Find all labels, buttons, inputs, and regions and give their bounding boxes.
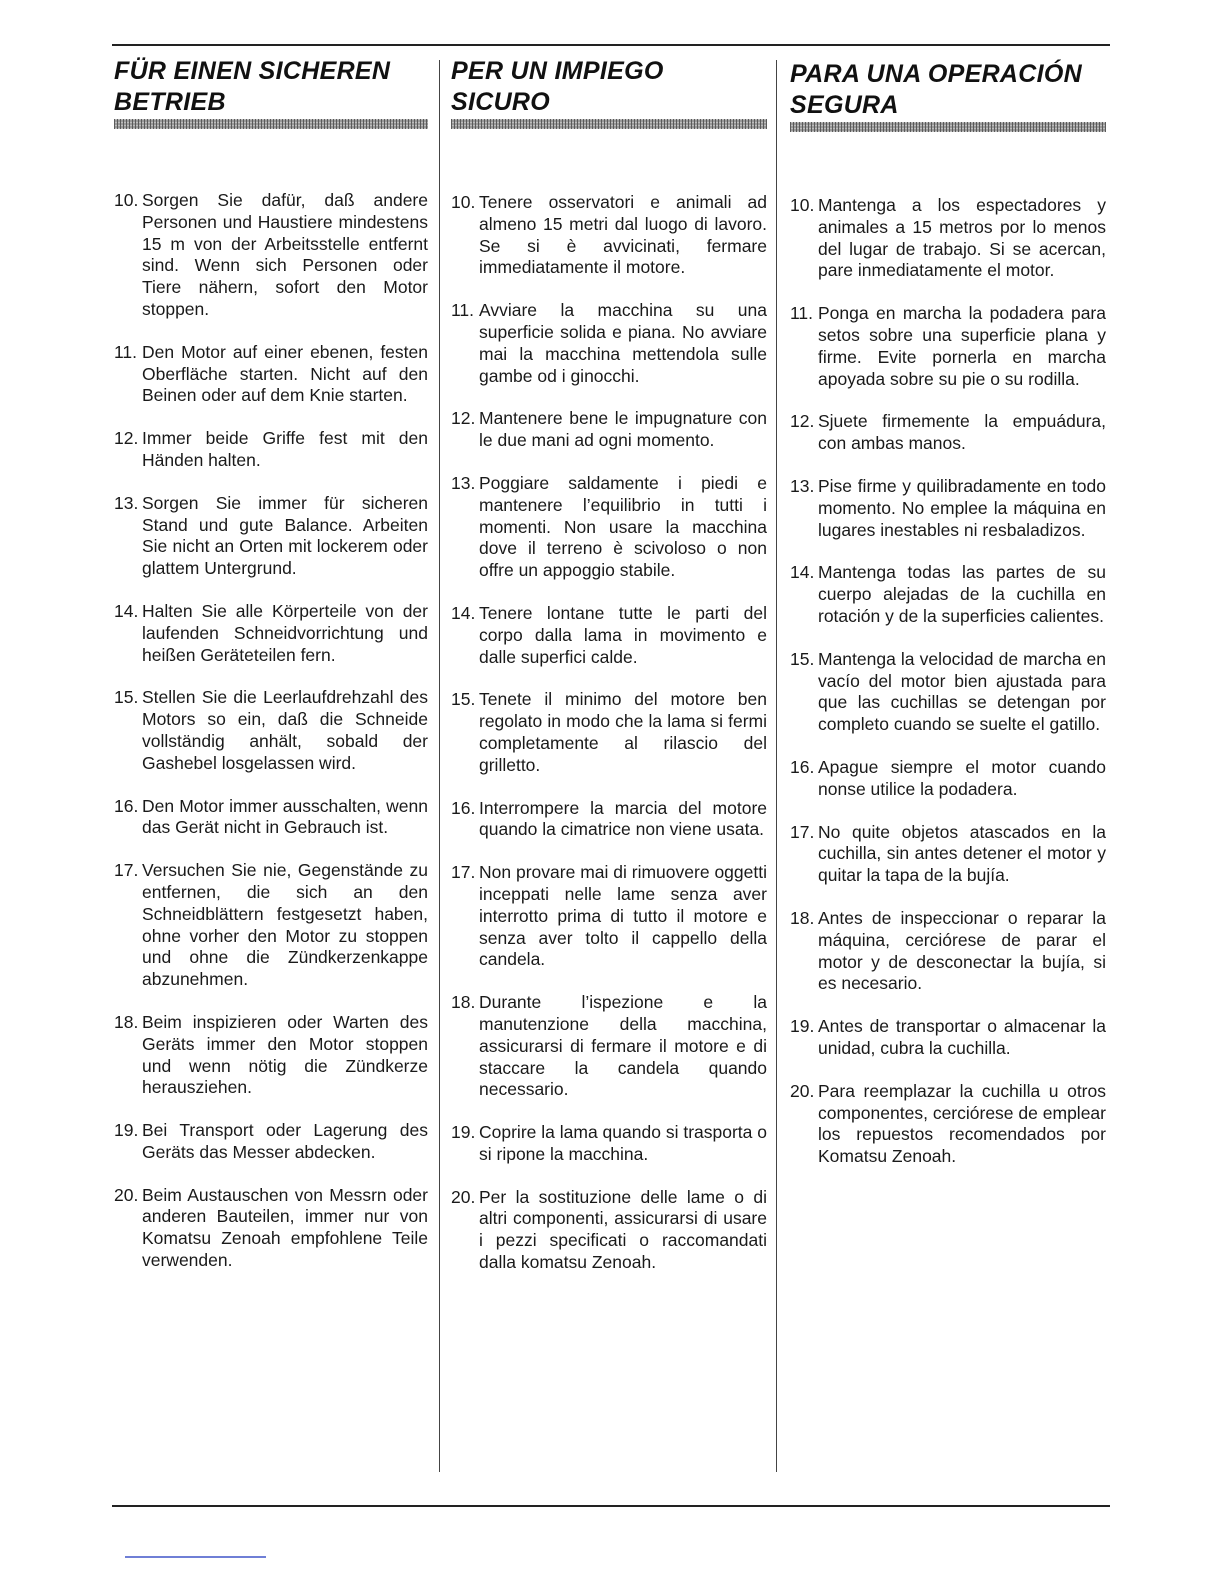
column-title [790, 59, 1106, 121]
item-text: Beim Austauschen von Messrn oder anderen Bauteilen, immer nur von Komatsu Zenoah empfohlene Teile verwenden. [142, 1184, 428, 1271]
item-text: Versuchen Sie nie, Gegenstände zu entfernen, die sich an den Schneidblättern festgesetzt haben, ohne vorher den Motor zu stoppen und ohne die Zündkerzenkappe abzunehmen. [142, 860, 428, 990]
item-text: Bei Transport oder Lagerung des Geräts das Messer abdecken. [142, 1120, 428, 1162]
item-text: Halten Sie alle Körperteile von der laufenden Schneidvorrichtung und heißen Geräteteilen fern. [142, 600, 428, 665]
item-text: Avviare la macchina su una superficie solida e piana. No avviare mai la macchina mettendola sulle gambe od i ginocchi. [479, 300, 767, 386]
list-item [451, 798, 767, 842]
item-number: 15. [114, 687, 139, 708]
list-item [114, 796, 428, 840]
item-number: 14. [114, 600, 139, 621]
list-item [790, 476, 1106, 541]
list-item [790, 649, 1106, 736]
item-text: Per la sostituzione delle lame o di altri componenti, assicurarsi di usare i pezzi specificati o raccomandati dalla komatsu Zenoah. [479, 1186, 767, 1273]
column-title [114, 56, 428, 118]
item-number: 11. [790, 303, 814, 324]
item-text: Apague siempre el motor cuando nonse utilice la podadera. [818, 756, 1106, 799]
item-text: Interrompere la marcia del motore quando la cimatrice non viene usata. [479, 797, 767, 840]
item-number: 19. [451, 1122, 476, 1143]
item-text: Beim inspizieren oder Warten des Geräts immer den Motor stoppen und wenn nötig die Zündkerze herausziehen. [142, 1011, 428, 1098]
item-text: Den Motor immer ausschalten, wenn das Gerät nicht in Gebrauch ist. [142, 795, 428, 838]
item-number: 18. [114, 1011, 139, 1032]
list-item [451, 1122, 767, 1166]
item-text: Mantenere bene le impugnature con le due mani ad ogni momento. [479, 408, 767, 451]
title-underline-bar [451, 119, 767, 129]
item-list [114, 190, 428, 1293]
item-text: Tenete il minimo del motore ben regolato in modo che la lama si fermi completamente al rilascio del grilletto. [479, 689, 767, 775]
list-item [790, 1016, 1106, 1060]
item-number: 17. [114, 860, 139, 881]
column-italian [451, 56, 767, 1273]
item-number: 10. [790, 195, 815, 215]
item-number: 14. [790, 562, 815, 583]
item-text: No quite objetos atascados en la cuchilla, sin antes detener el motor y quitar la tapa de la bujía. [818, 821, 1106, 886]
title-line-2: SEGURA [790, 91, 899, 119]
list-item [114, 1120, 428, 1164]
item-number: 20. [114, 1184, 139, 1205]
item-text: Sorgen Sie immer für sicheren Stand und gute Balance. Arbeiten Sie nicht an Orten mit lockerem oder glattem Untergrund. [142, 492, 428, 579]
item-number: 12. [790, 411, 815, 432]
item-number: 13. [114, 492, 139, 513]
column-german [114, 56, 428, 1271]
list-item [790, 562, 1106, 627]
item-number: 15. [451, 689, 476, 710]
item-text: Durante l’ispezione e la manutenzione della macchina, assicurarsi di fermare il motore e di staccare la candela quando necessario. [479, 992, 767, 1100]
title-line-2: BETRIEB [114, 88, 226, 116]
title-underline-bar [790, 122, 1106, 132]
item-list [790, 195, 1106, 1189]
list-item [114, 1185, 428, 1272]
title-line-1: PARA UNA OPERACIÓN [790, 60, 1082, 88]
item-text: Immer beide Griffe fest mit den Händen halten. [142, 428, 428, 470]
list-item [790, 1081, 1106, 1168]
bottom-rule [112, 1505, 1110, 1507]
item-number: 14. [451, 602, 476, 623]
title-line-2: SICURO [451, 88, 551, 116]
item-text: Sjuete firmemente la empuádura, con ambas manos. [818, 411, 1106, 454]
list-item [114, 687, 428, 774]
item-text: Tenere osservatori e animali ad almeno 15 metri dal luogo di lavoro. Se si è avvicinati, fermare immediatamente il motore. [479, 192, 767, 278]
list-item [451, 689, 767, 776]
item-number: 10. [114, 190, 139, 210]
item-text: Coprire la lama quando si trasporta o si ripone la macchina. [479, 1122, 767, 1164]
title-line-1: PER UN IMPIEGO [451, 57, 664, 85]
item-number: 19. [114, 1120, 139, 1141]
list-item [114, 601, 428, 666]
list-item [451, 1187, 767, 1274]
list-item [451, 992, 767, 1101]
list-item [114, 1012, 428, 1099]
item-number: 19. [790, 1016, 815, 1037]
item-text: Antes de transportar o almacenar la unidad, cubra la cuchilla. [818, 1016, 1106, 1058]
list-item [451, 300, 767, 387]
title-line-1: FÜR EINEN SICHEREN [114, 57, 391, 85]
top-rule [112, 44, 1110, 46]
item-text: Poggiare saldamente i piedi e mantenere l’equilibrio in tutti i momenti. Non usare la macchina dove il terreno è scivoloso o non offre un appoggio stabile. [479, 472, 767, 581]
item-number: 15. [790, 648, 815, 669]
column-title [451, 56, 767, 118]
list-item [790, 822, 1106, 887]
item-text: Non provare mai di rimuovere oggetti inceppati nelle lame senza aver interrotto prima di tutto il motore e senza aver tolto il cappello della candela. [479, 862, 767, 970]
item-text: Pise firme y quilibradamente en todo momento. No emplee la máquina en lugares inestables ni resbaladizos. [818, 475, 1106, 540]
list-item [790, 757, 1106, 801]
list-item [790, 411, 1106, 455]
item-list [451, 192, 767, 1295]
list-item [790, 908, 1106, 995]
item-number: 12. [451, 408, 476, 429]
item-number: 10. [451, 192, 476, 212]
list-item [451, 408, 767, 452]
item-number: 11. [451, 300, 475, 321]
item-text: Mantenga la velocidad de marcha en vacío del motor bien ajustada para que las cuchillas se detengan por completo cuando se suelte el gatillo. [818, 648, 1106, 735]
footer-link-underline[interactable] [125, 1556, 266, 1558]
item-number: 13. [790, 475, 815, 496]
list-item [114, 493, 428, 580]
item-number: 18. [790, 907, 815, 928]
item-text: Mantenga todas las partes de su cuerpo alejadas de la cuchilla en rotación y de la superficies calientes. [818, 562, 1106, 626]
item-number: 13. [451, 472, 476, 493]
item-number: 11. [114, 341, 138, 362]
list-item [114, 190, 428, 321]
item-text: Mantenga a los espectadores y animales a 15 metros por lo menos del lugar de trabajo. Si se acercan, pare inmediatamente el motor. [818, 195, 1106, 281]
list-item [114, 428, 428, 472]
list-item [451, 603, 767, 668]
list-item [451, 473, 767, 582]
list-item [451, 192, 767, 279]
item-number: 16. [114, 795, 139, 816]
item-text: Sorgen Sie dafür, daß andere Personen und Haustiere mindestens 15 m von der Arbeitsstelle entfernt sind. Wenn sich Personen oder Tiere nähern, sofort den Motor stoppen. [142, 190, 428, 319]
title-underline-bar [114, 119, 428, 129]
item-text: Tenere lontane tutte le parti del corpo dalla lama in movimento e dalle superfici calde. [479, 602, 767, 667]
item-number: 20. [790, 1080, 815, 1101]
item-text: Stellen Sie die Leerlaufdrehzahl des Motors so ein, daß die Schneide vollständig anhält, sobald der Gashebel losgelassen wird. [142, 687, 428, 773]
item-number: 12. [114, 428, 139, 449]
column-divider-2 [776, 60, 777, 1472]
column-spanish [790, 56, 1106, 1167]
item-text: Para reemplazar la cuchilla u otros componentes, cerciórese de emplear los repuestos recomendados por Komatsu Zenoah. [818, 1080, 1106, 1167]
item-number: 20. [451, 1186, 476, 1207]
item-number: 17. [451, 862, 476, 883]
item-number: 16. [451, 797, 476, 818]
item-text: Ponga en marcha la podadera para setos sobre una superficie plana y firme. Evite pornerla en marcha apoyada sobre su pie o su rodilla. [818, 303, 1106, 389]
list-item [790, 195, 1106, 282]
list-item [114, 860, 428, 991]
list-item [790, 303, 1106, 390]
item-number: 16. [790, 756, 815, 777]
item-number: 17. [790, 821, 815, 842]
list-item [451, 862, 767, 971]
list-item [114, 342, 428, 407]
column-divider-1 [439, 60, 440, 1472]
item-number: 18. [451, 992, 476, 1013]
item-text: Den Motor auf einer ebenen, festen Oberfläche starten. Nicht auf den Beinen oder auf dem Knie starten. [142, 341, 428, 406]
item-text: Antes de inspeccionar o reparar la máquina, cerciórese de parar el motor y de desconectar la bujía, si es necesario. [818, 907, 1106, 994]
